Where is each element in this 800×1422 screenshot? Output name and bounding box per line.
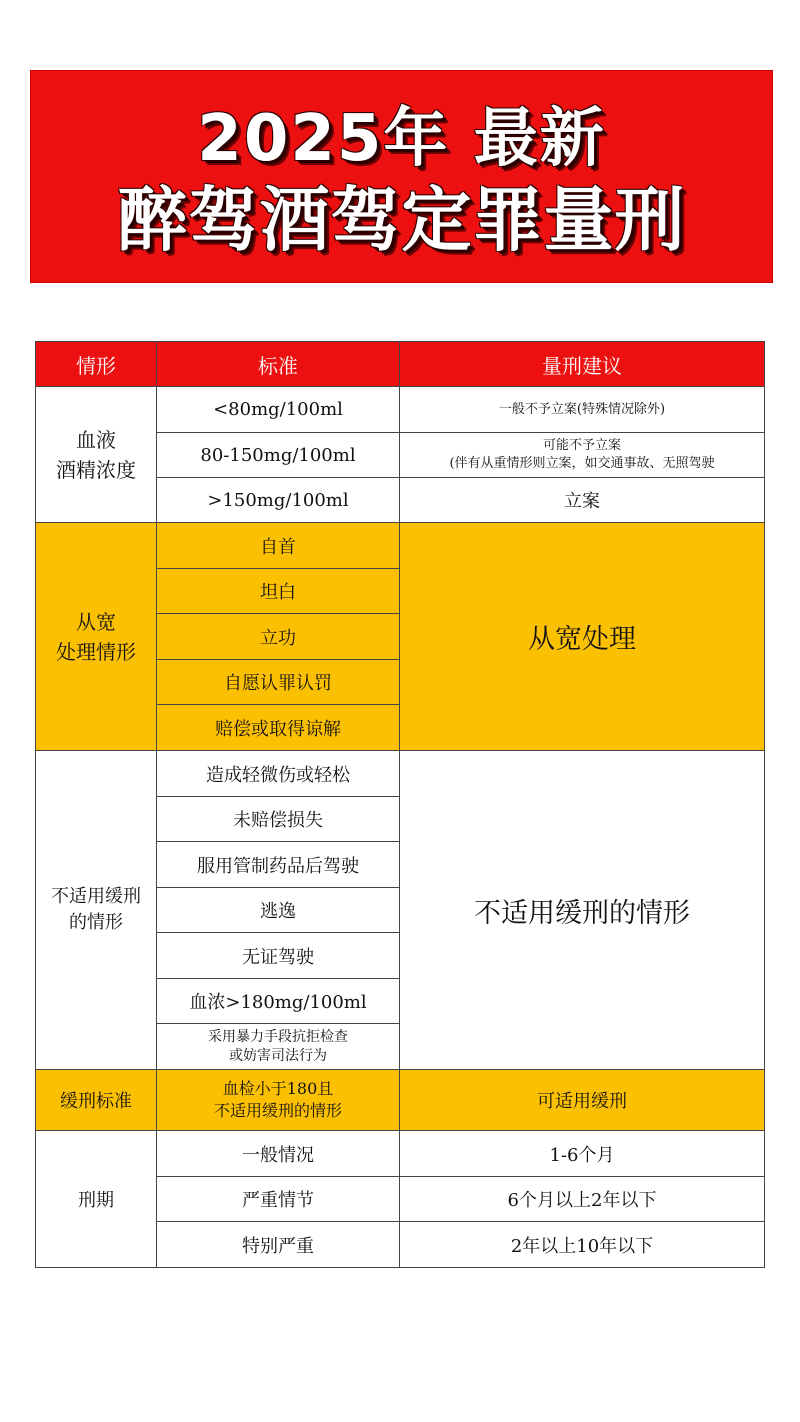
title-banner xyxy=(30,70,773,283)
lenient-advice: 从宽处理 xyxy=(400,523,765,751)
no-probation-label: 不适用缓刑 的情形 xyxy=(36,751,157,1070)
table-row xyxy=(36,1070,765,1131)
banner-title-line2: 醉驾酒驾定罪量刑 xyxy=(117,179,686,261)
probation-standard: 血检小于180且 不适用缓刑的情形 xyxy=(157,1070,400,1131)
lenient-label: 从宽 处理情形 xyxy=(36,523,157,751)
lenient-item-2: 坦白 xyxy=(157,569,400,614)
blood-std-1: <80mg/100ml xyxy=(157,387,400,433)
blood-advice-2: 可能不予立案 (伴有从重情形则立案，如交通事故、无照驾驶 xyxy=(400,433,765,478)
blood-alcohol-label: 血液 酒精浓度 xyxy=(36,387,157,523)
no-probation-item-4: 逃逸 xyxy=(157,888,400,933)
sentence-advice-2: 6个月以上2年以下 xyxy=(400,1177,765,1222)
blood-advice-1: 一般不予立案(特殊情况除外) xyxy=(400,387,765,433)
sentence-std-1: 一般情况 xyxy=(157,1131,400,1177)
blood-std-3: >150mg/100ml xyxy=(157,478,400,523)
blood-advice-3: 立案 xyxy=(400,478,765,523)
table-row xyxy=(36,523,765,569)
banner-title-line1: 2025年 最新 xyxy=(197,102,606,176)
lenient-item-4: 自愿认罪认罚 xyxy=(157,660,400,705)
sentence-advice-3: 2年以上10年以下 xyxy=(400,1222,765,1268)
probation-label: 缓刑标准 xyxy=(36,1070,157,1131)
lenient-item-5: 赔偿或取得谅解 xyxy=(157,705,400,751)
table-row xyxy=(36,751,765,797)
header-standard: 标准 xyxy=(157,342,400,387)
no-probation-advice: 不适用缓刑的情形 xyxy=(400,751,765,1070)
sentence-label: 刑期 xyxy=(36,1131,157,1268)
no-probation-item-7: 采用暴力手段抗拒检查 或妨害司法行为 xyxy=(157,1024,400,1070)
lenient-item-1: 自首 xyxy=(157,523,400,569)
table-row xyxy=(36,387,765,433)
table-header-row xyxy=(36,342,765,387)
sentence-std-3: 特别严重 xyxy=(157,1222,400,1268)
no-probation-item-1: 造成轻微伤或轻松 xyxy=(157,751,400,797)
lenient-item-3: 立功 xyxy=(157,614,400,660)
header-advice: 量刑建议 xyxy=(400,342,765,387)
sentencing-table xyxy=(35,341,765,1268)
sentence-std-2: 严重情节 xyxy=(157,1177,400,1222)
no-probation-item-2: 未赔偿损失 xyxy=(157,797,400,842)
probation-advice: 可适用缓刑 xyxy=(400,1070,765,1131)
header-situation: 情形 xyxy=(36,342,157,387)
sentence-advice-1: 1-6个月 xyxy=(400,1131,765,1177)
no-probation-item-3: 服用管制药品后驾驶 xyxy=(157,842,400,888)
table-row xyxy=(36,1131,765,1177)
no-probation-item-6: 血浓>180mg/100ml xyxy=(157,979,400,1024)
blood-std-2: 80-150mg/100ml xyxy=(157,433,400,478)
no-probation-item-5: 无证驾驶 xyxy=(157,933,400,979)
